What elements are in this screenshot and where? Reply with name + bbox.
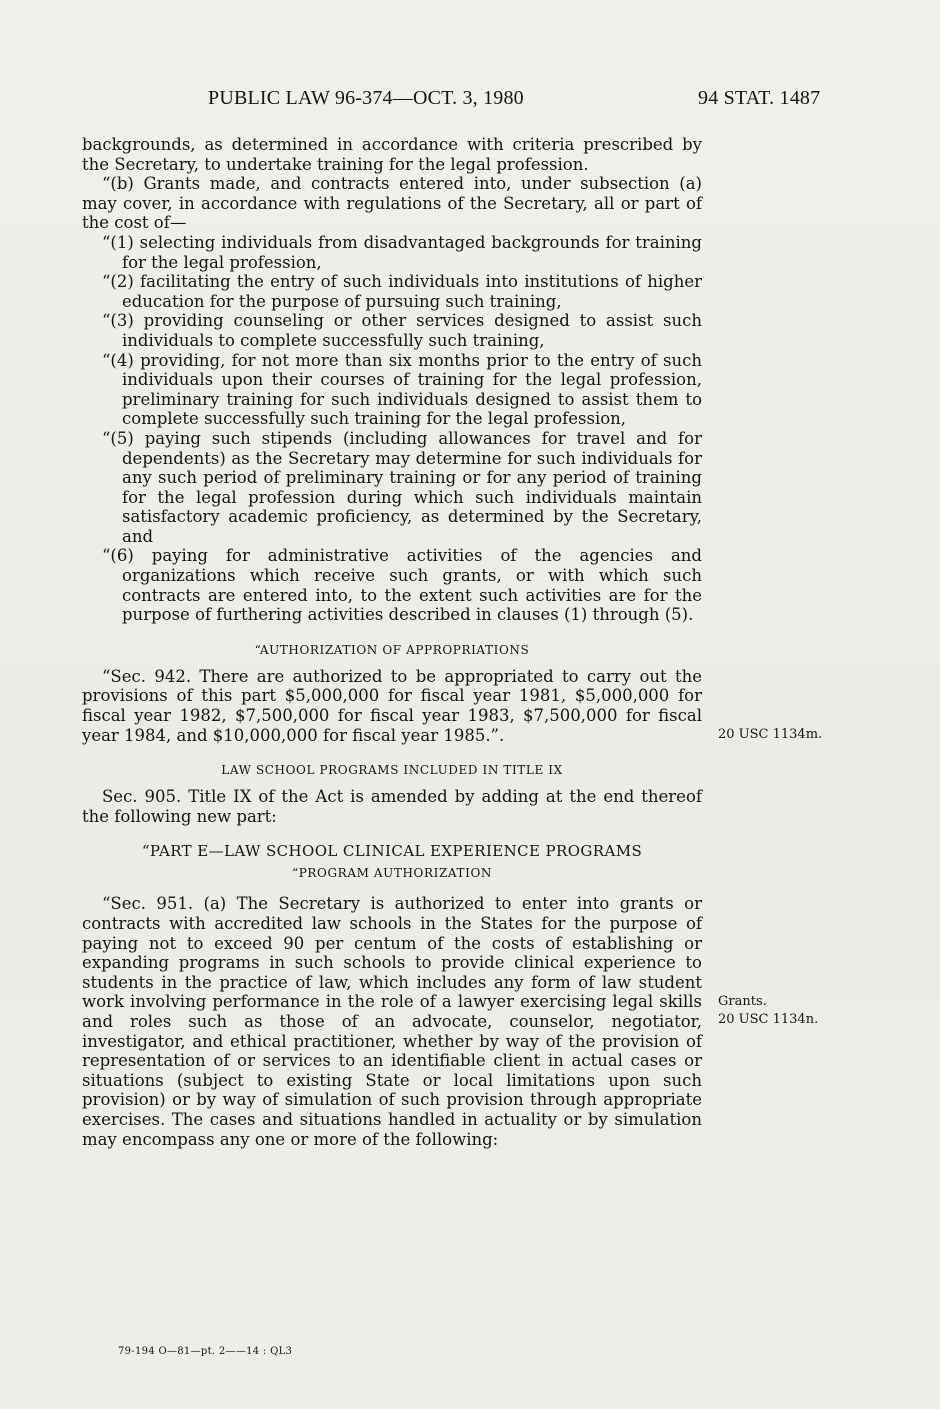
clause-1: “(1) selecting individuals from disadvantaged backgrounds for training for the legal profession, — [102, 232, 702, 272]
heading-law-school-programs: LAW SCHOOL PROGRAMS INCLUDED IN TITLE IX — [221, 763, 563, 778]
header-title: PUBLIC LAW 96-374—OCT. 3, 1980 — [208, 87, 524, 109]
section-905: Sec. 905. Title IX of the Act is amended by adding at the end thereof the following new part: — [82, 787, 702, 826]
heading-program-authorization: “PROGRAM AUTHORIZATION — [292, 866, 492, 881]
heading-authorization-of-appropriations: “AUTHORIZATION OF APPROPRIATIONS — [254, 642, 530, 657]
paragraph-subsection-b: “(b) Grants made, and contracts entered into, under subsection (a) may cover, in accordance with regulations of the Secretary, all or part of the cost of— — [82, 174, 702, 233]
margin-note-20-usc-1134n: 20 USC 1134n. — [718, 1012, 819, 1027]
page-footer-code: 79-194 O—81—pt. 2——14 : QL3 — [118, 1346, 293, 1357]
section-951: “Sec. 951. (a) The Secretary is authorized to enter into grants or contracts with accredited law schools in the States for the purpose of paying not to exceed 90 per centum of the costs of establishing or expanding programs in such schools to provide clinical experience to students in the practice of law, which includes any form of law student work involving performance in the role of a lawyer exercising legal skills and roles such as those of an advocate, counselor, negotiator, investigator, and ethical practitioner, whether by way of the provision of representation of or services to an identifiable client in actual cases or situations (subject to existing State or local limitations upon such provision) or by way of simulation of such provision through appropriate exercises. The cases and situations handled in actuality or by simulation may encompass any one or more of the following: — [82, 894, 702, 1149]
margin-note-grants: Grants. — [718, 994, 767, 1009]
page-header — [208, 87, 843, 117]
clause-5: “(5) paying such stipends (including allowances for travel and for dependents) as the Secretary may determine for such individuals for any such period of preliminary training or for any period of training for the legal profession during which such individuals maintain satisfactory academic proficiency, as determined by the Secretary, and — [102, 428, 702, 546]
clause-6: “(6) paying for administrative activities of the agencies and organizations which receive such grants, or with which such contracts are entered into, to the extent such activities are for the purpose of furthering activities described in clauses (1) through (5). — [102, 546, 702, 625]
paragraph-continuation: backgrounds, as determined in accordance with criteria prescribed by the Secretary, to undertake training for the legal profession. — [82, 135, 702, 174]
clause-2: “(2) facilitating the entry of such individuals into institutions of higher education for the purpose of pursuing such training, — [102, 272, 702, 311]
header-page-number: 94 STAT. 1487 — [698, 87, 821, 109]
margin-note-20-usc-1134m: 20 USC 1134m. — [718, 727, 823, 742]
clause-4: “(4) providing, for not more than six months prior to the entry of such individuals upon their courses of training for the legal profession, preliminary training for such individuals designed to assist them to complete successfully such training for the legal profession, — [102, 350, 702, 429]
document-body — [82, 135, 702, 1149]
section-942: “Sec. 942. There are authorized to be appropriated to carry out the provisions of this part $5,000,000 for fiscal year 1981, $5,000,000 for fiscal year 1982, $7,500,000 for fiscal year 1983, $7,500,000 for fiscal year 1984, and $10,000,000 for fiscal year 1985.”. — [82, 666, 702, 745]
clause-3: “(3) providing counseling or other services designed to assist such individuals to complete successfully such training, — [102, 311, 702, 350]
heading-part-e: “PART E—LAW SCHOOL CLINICAL EXPERIENCE PROGRAMS — [141, 842, 643, 861]
